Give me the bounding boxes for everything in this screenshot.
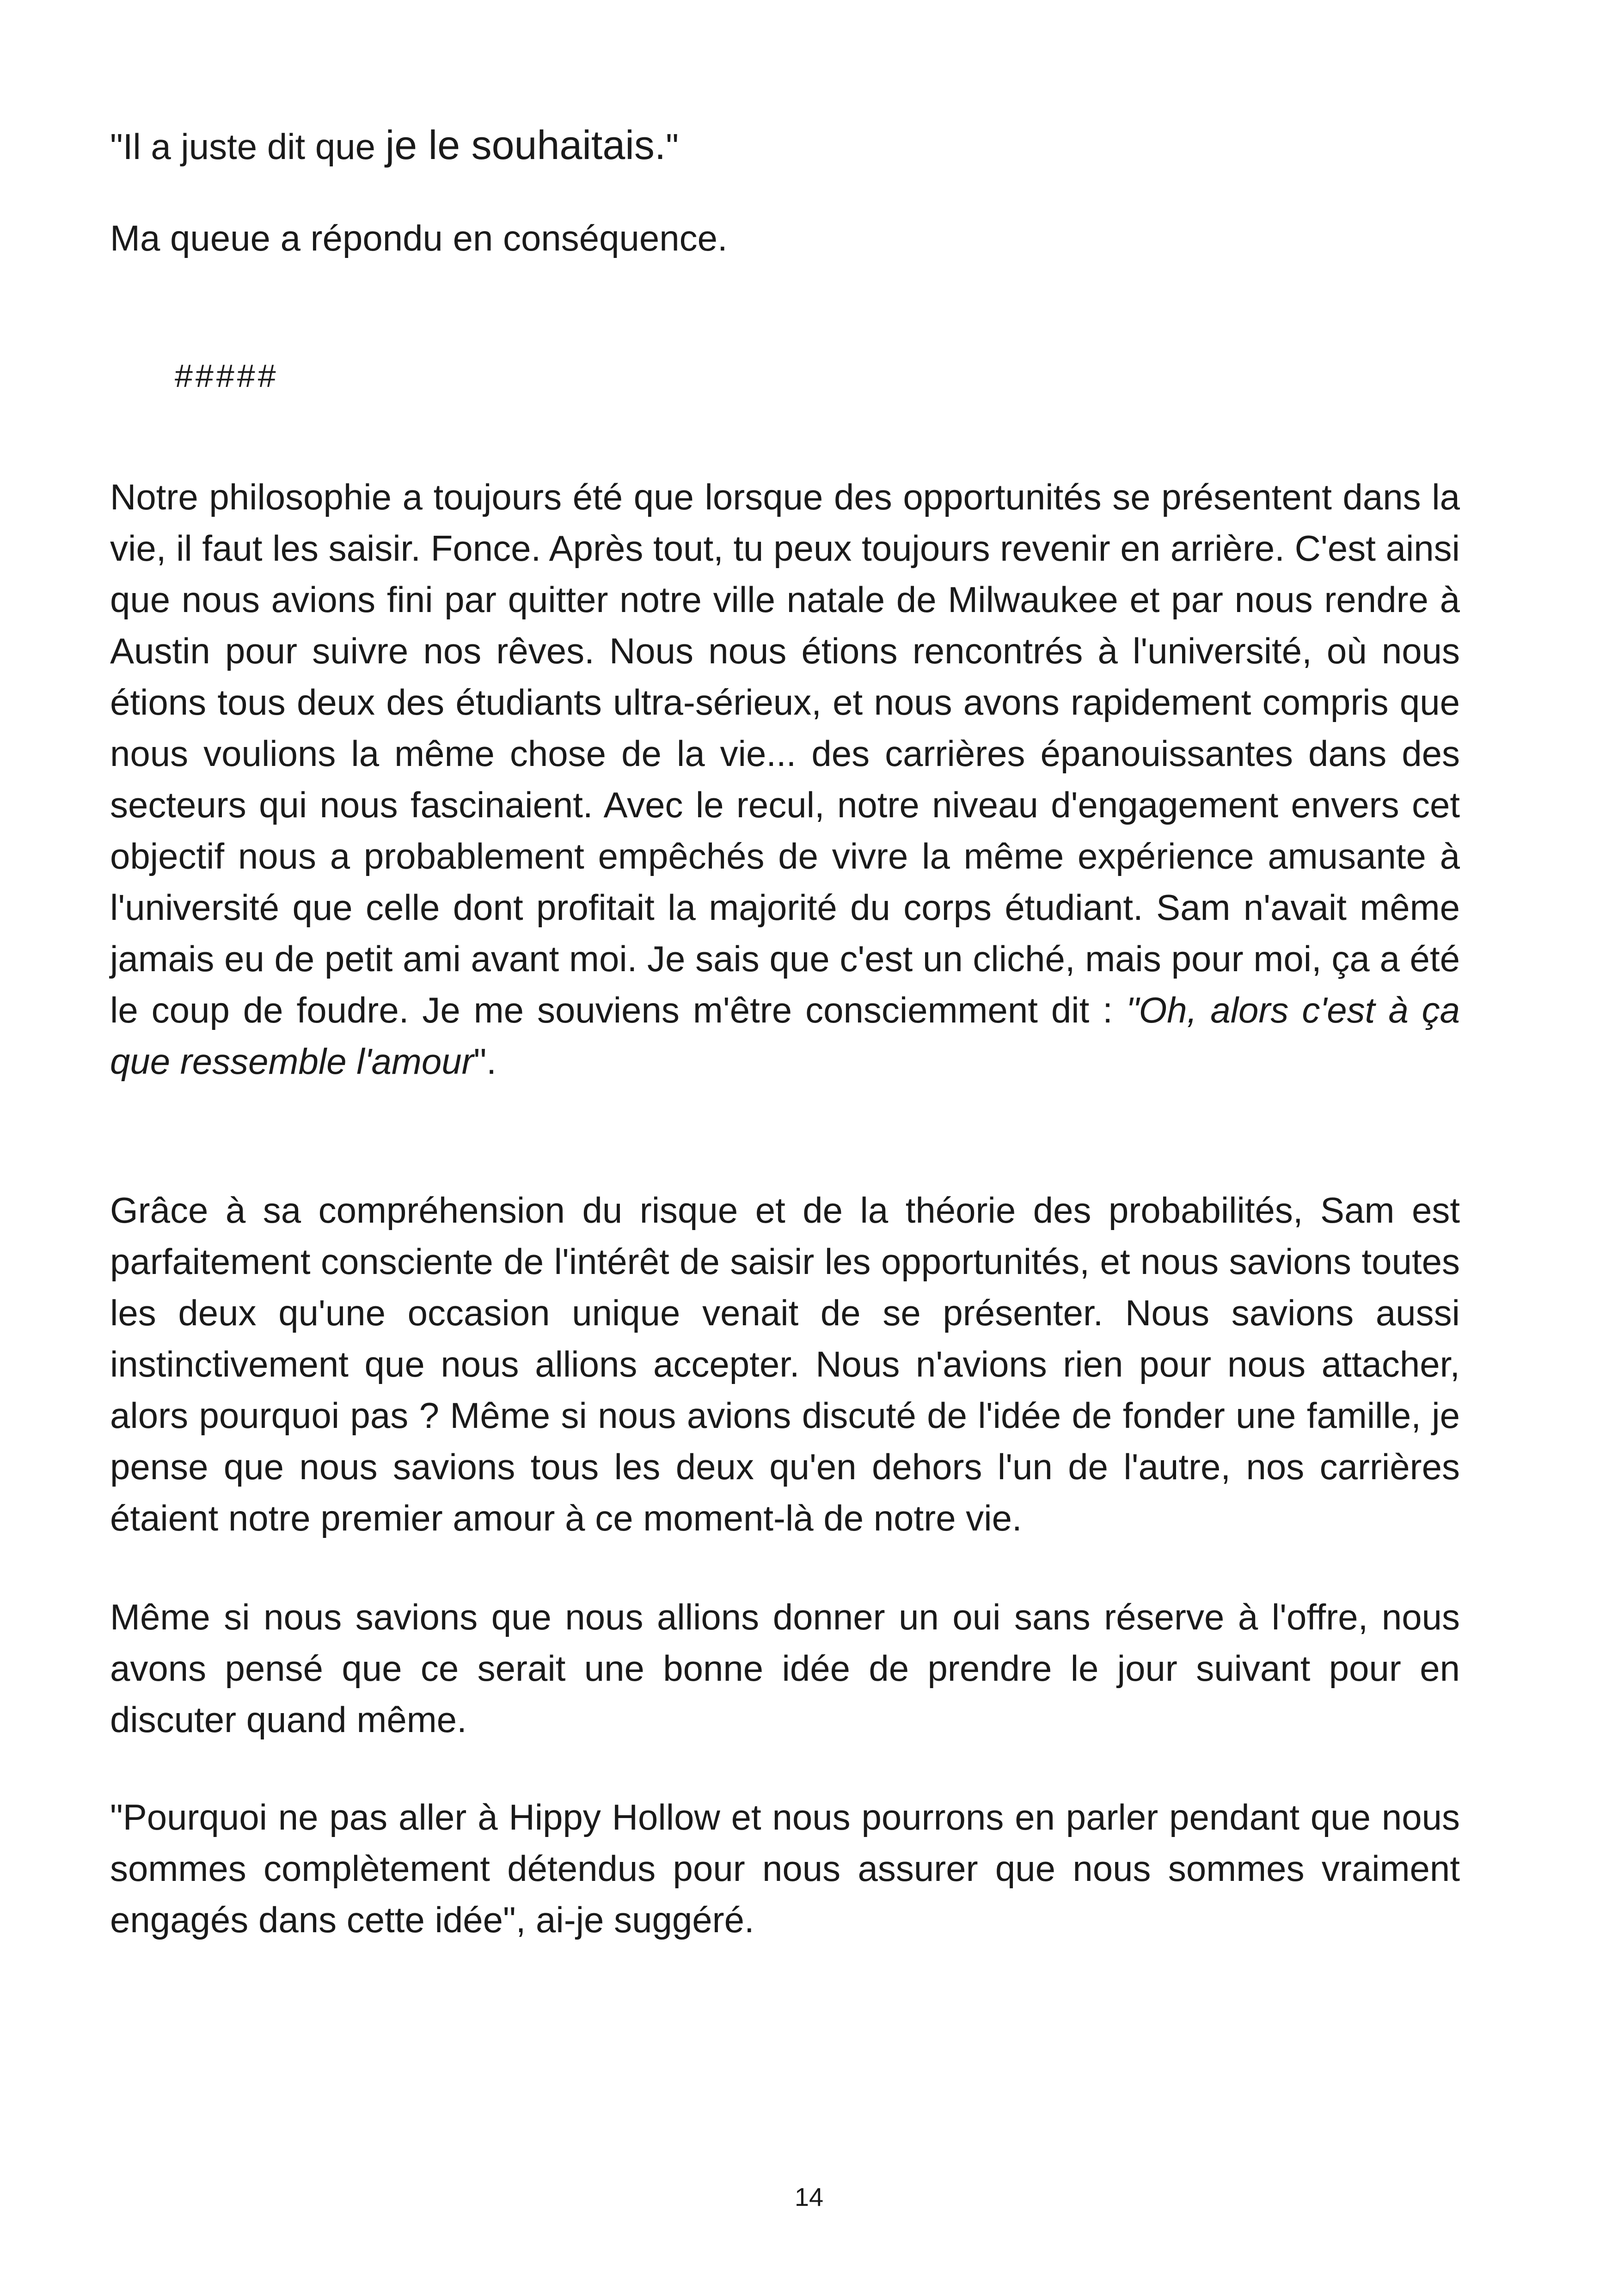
line1-emphasis: je le souhaitais. [385,122,666,168]
dialogue-paragraph-2: Ma queue a répondu en conséquence. [110,218,728,258]
section-separator: ##### [175,358,279,394]
paragraph-3 [110,1592,1460,1745]
page-number: 14 [794,2182,824,2211]
paragraph-2-text: Grâce à sa compréhension du risque et de la théorie des probabilités, Sam est parfaitement consciente de l'intérêt de saisir les opportunités, et nous savions toutes les deux qu'une occasion unique venait de se présenter. Nous savions aussi instinctivement que nous allions accepter. Nous n'avions rien pour nous attacher, alors pourquoi pas ? Même si nous avions discuté de l'idée de fonder une famille, je pense que nous savions tous les deux qu'en dehors l'un de l'autre, nos carrières étaient notre premier amour à ce moment-là de notre vie. [110,1190,1460,1538]
line1-suffix: " [666,126,679,167]
paragraph-4-text: "Pourquoi ne pas aller à Hippy Hollow et nous pourrons en parler pendant que nous sommes complètement détendus pour nous assurer que nous sommes vraiment engagés dans cette idée", ai-je suggéré. [110,1797,1460,1940]
paragraph-1-quote: "Oh, alors c'est à ça que ressemble l'amour [110,990,1460,1082]
paragraph-4 [110,1792,1460,1946]
line1-prefix: "Il a juste dit que [110,126,386,167]
paragraph-1-end: ". [473,1041,496,1082]
paragraph-2 [110,1185,1460,1544]
paragraph-3-text: Même si nous savions que nous allions donner un oui sans réserve à l'offre, nous avons pensé que ce serait une bonne idée de prendre le jour suivant pour en discuter quand même. [110,1597,1460,1740]
paragraph-1-main: Notre philosophie a toujours été que lorsque des opportunités se présentent dans la vie, il faut les saisir. Fonce. Après tout, tu peux toujours revenir en arrière. C'est ainsi que nous avions fini par quitter notre ville natale de Milwaukee et par nous rendre à Austin pour suivre nos rêves. Nous nous étions rencontrés à l'université, où nous étions tous deux des étudiants ultra-sérieux, et nous avons rapidement compris que nous voulions la même chose de la vie... des carrières épanouissantes dans des secteurs qui nous fascinaient. Avec le recul, notre niveau d'engagement envers cet objectif nous a probablement empêchés de vivre la même expérience amusante à l'université que celle dont profitait la majorité du corps étudiant. Sam n'avait même jamais eu de petit ami avant moi. Je sais que c'est un cliché, mais pour moi, ça a été le coup de foudre. Je me souviens m'être consciemment dit : [110,477,1460,1030]
dialogue-line-1 [110,119,1460,172]
dialogue-line-2 [110,213,1460,264]
paragraph-1-text [110,471,1460,1087]
dialogue-paragraph-1 [110,119,1460,172]
paragraph-1 [110,471,1460,1087]
